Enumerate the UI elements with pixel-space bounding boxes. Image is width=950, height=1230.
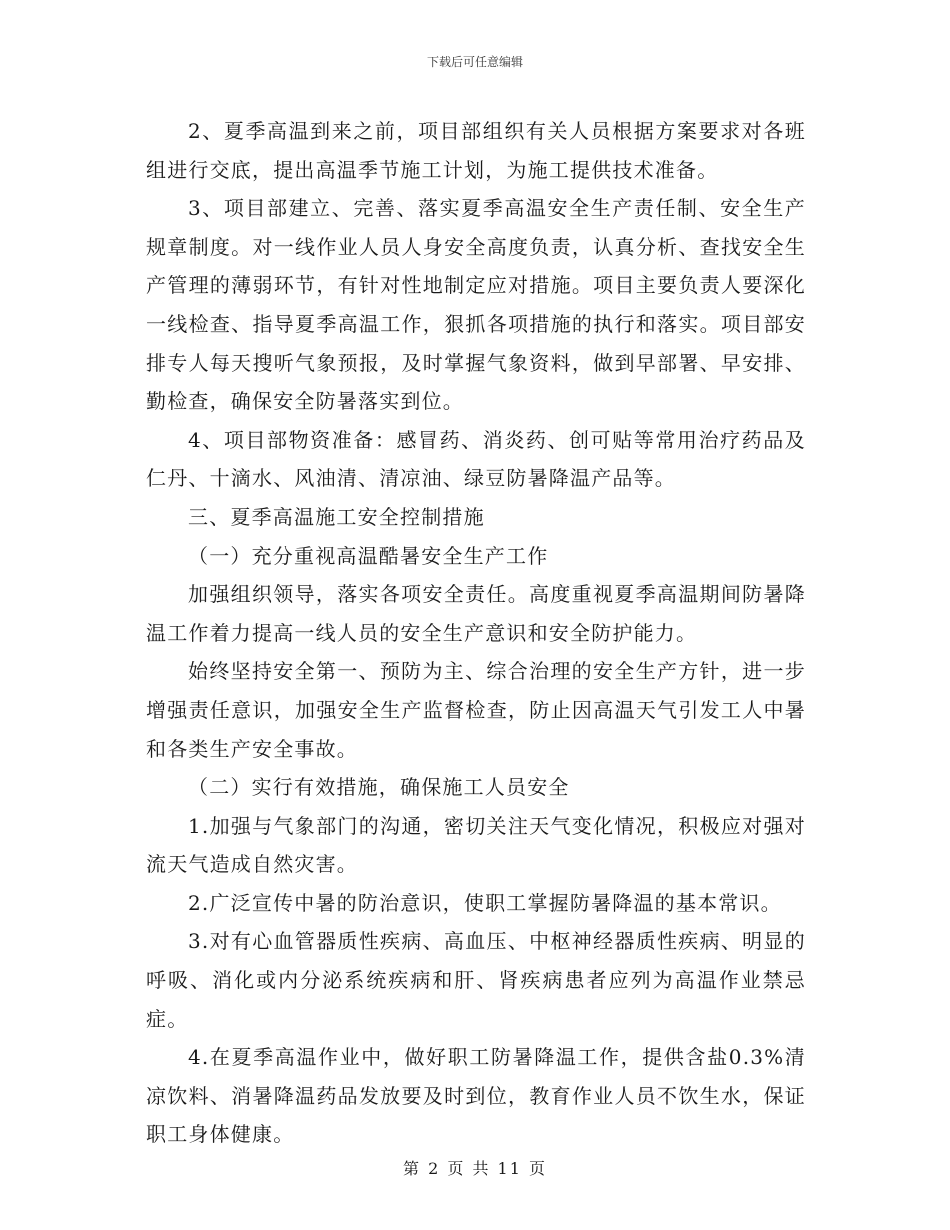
list-item: 3.对有心血管器质性疾病、高血压、中枢神经器质性疾病、明显的呼吸、消化或内分泌系统疾病和肝、肾疾病患者应列为高温作业禁忌症。	[146, 929, 806, 1031]
page-footer	[0, 1156, 950, 1179]
subsection-heading: （二）实行有效措施，确保施工人员安全	[188, 775, 570, 800]
paragraph: 4、项目部物资准备：感冒药、消炎药、创可贴等常用治疗药品及仁丹、十滴水、风油清、清凉油、绿豆防暑降温产品等。	[146, 427, 806, 491]
paragraph: 3、项目部建立、完善、落实夏季高温安全生产责任制、安全生产规章制度。对一线作业人员人身安全高度负责，认真分析、查找安全生产管理的薄弱环节，有针对性地制定应对措施。项目主要负责人要深化一线检查、指导夏季高温工作，狠抓各项措施的执行和落实。项目部安排专人每天搜听气象预报，及时掌握气象资料，做到早部署、早安排、勤检查，确保安全防暑落实到位。	[146, 196, 806, 414]
list-item: 2.广泛宣传中暑的防治意识，使职工掌握防暑降温的基本常识。	[188, 890, 782, 915]
paragraph: 加强组织领导，落实各项安全责任。高度重视夏季高温期间防暑降温工作着力提高一线人员的安全生产意识和安全防护能力。	[146, 582, 806, 645]
document-body	[146, 112, 806, 1154]
list-item: 1.加强与气象部门的沟通，密切关注天气变化情况，积极应对强对流天气造成自然灾害。	[146, 813, 806, 877]
header-note: 下载后可任意编辑	[426, 55, 523, 69]
subsection-heading: （一）充分重视高温酷暑安全生产工作	[188, 543, 549, 568]
paragraph: 2、夏季高温到来之前，项目部组织有关人员根据方案要求对各班组进行交底，提出高温季节施工计划，为施工提供技术准备。	[146, 119, 806, 182]
paragraph: 始终坚持安全第一、预防为主、综合治理的安全生产方针，进一步增强责任意识，加强安全生产监督检查，防止因高温天气引发工人中暑和各类生产安全事故。	[146, 659, 806, 761]
page-number-label: 第 2 页 共 11 页	[403, 1159, 547, 1178]
section-heading: 三、夏季高温施工安全控制措施	[188, 504, 485, 529]
list-item: 4.在夏季高温作业中，做好职工防暑降温工作，提供含盐0.3%清凉饮料、消暑降温药品发放要及时到位，教育作业人员不饮生水，保证职工身体健康。	[146, 1045, 806, 1147]
